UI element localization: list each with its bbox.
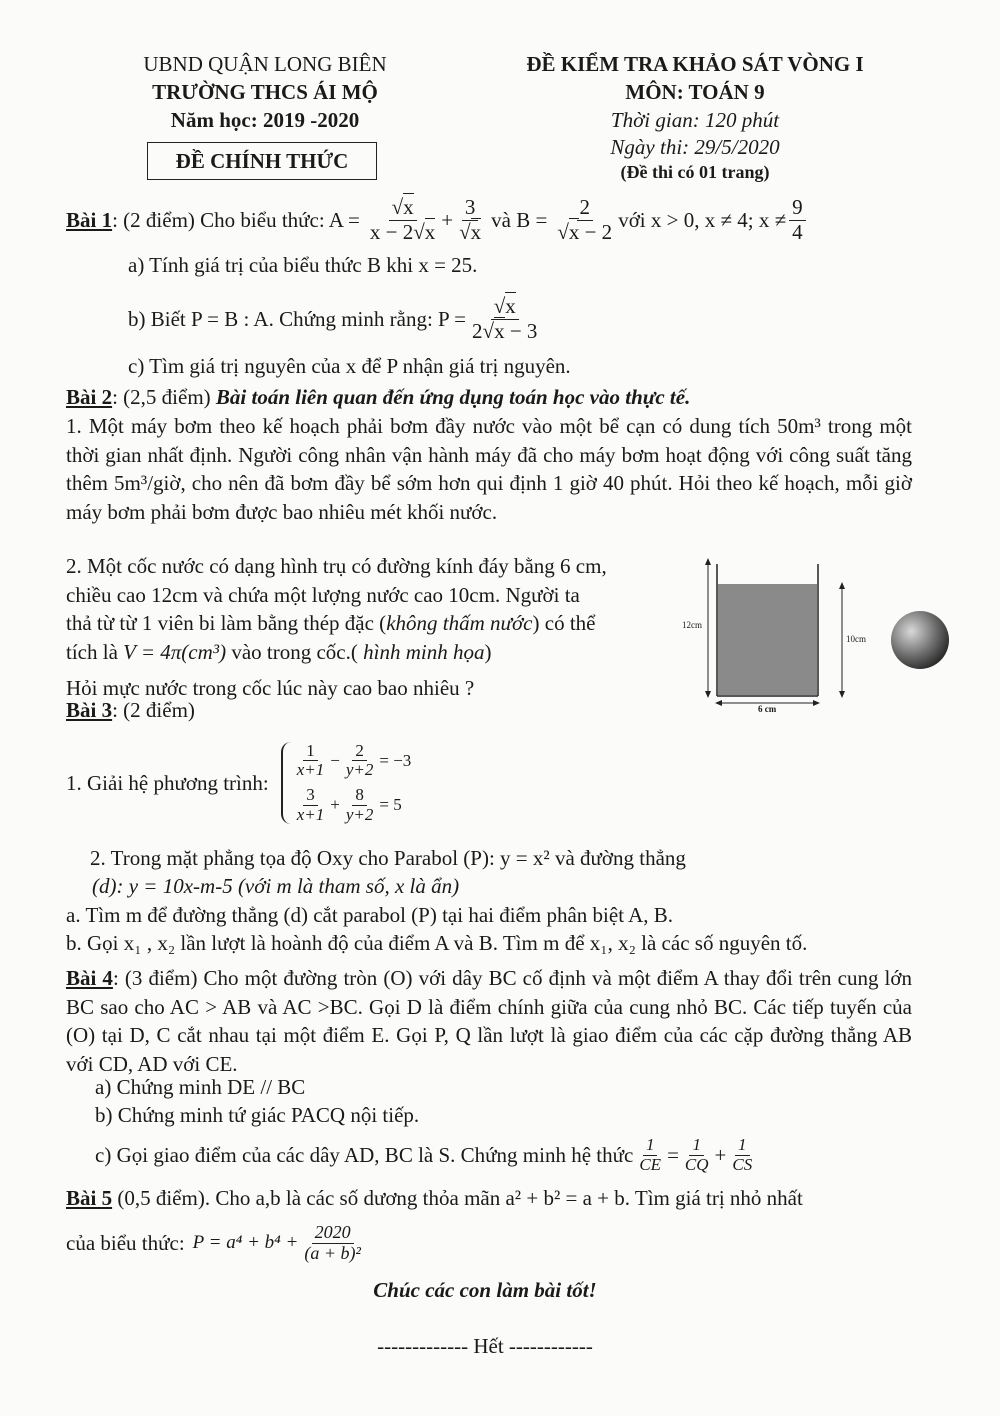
fraction-A2: $\frac{3}{√x}$ bbox=[459, 195, 482, 244]
fraction-P: $\frac{√x}{2√x - 3}$ bbox=[472, 294, 538, 343]
bai3-heading bbox=[66, 698, 195, 723]
bai3-q1-text: 1. Giải hệ phương trình: bbox=[66, 770, 269, 795]
district-name: UBND QUẬN LONG BIÊN bbox=[143, 52, 387, 76]
bai2-p2-line1: 2. Một cốc nước có dạng hình trụ có đường kính đáy bằng 6 cm, bbox=[66, 554, 607, 578]
bai1-points: : (2 điểm) Cho biểu thức: A = bbox=[112, 207, 360, 232]
bai2-p2-line4 bbox=[66, 638, 607, 667]
bai4-part-a: a) Chứng minh DE // BC bbox=[95, 1075, 306, 1099]
fraction-1-CE: $\frac{1}{CE}$ bbox=[639, 1134, 662, 1174]
bai2-heading bbox=[66, 385, 690, 410]
fraction-1-CQ: $\frac{1}{CQ}$ bbox=[684, 1134, 709, 1174]
bai2-p2-line3a: thả từ từ 1 viên bi làm bằng thép đặc ( bbox=[66, 611, 387, 635]
bai4-part-c-text: c) Gọi giao điểm của các dây AD, BC là S. Chứng minh hệ thức bbox=[95, 1142, 634, 1167]
bai1-part-b-text: b) Biết P = B : A. Chứng minh rằng: P = bbox=[128, 306, 467, 331]
bai1-condition: với x > 0, x ≠ 4; x ≠ bbox=[618, 207, 787, 232]
bai5-title: Bài 5 bbox=[66, 1186, 113, 1210]
bai1-part-b bbox=[128, 290, 543, 348]
bai2-p2-line4e: ) bbox=[484, 639, 492, 664]
bai3-title: Bài 3 bbox=[66, 698, 113, 722]
fraction-2020-num: 2020 bbox=[312, 1223, 354, 1244]
bai4-part-c: c) Gọi giao điểm của các dây AD, BC là S. Chứng minh hệ thức $\frac{1}{CE}$ = $\frac{1}{CQ}$ + $\frac{1}{CS}$ bbox=[95, 1128, 758, 1182]
fig-label-12cm: 12cm bbox=[682, 620, 702, 630]
bai2-p2-line3b: không thấm nước bbox=[386, 611, 533, 635]
fig-label-6cm: 6 cm bbox=[758, 704, 777, 714]
bai2-p2-line4c: vào trong cốc.( bbox=[231, 639, 358, 664]
exam-title: ĐỀ KIỂM TRA KHẢO SÁT VÒNG I bbox=[526, 52, 864, 76]
bai2-p2-line4d: hình minh họa bbox=[363, 639, 485, 664]
bai2-p2-line5: Hỏi mực nước trong cốc lúc này cao bao nhiêu ? bbox=[66, 676, 475, 700]
equation-1-rhs: = −3 bbox=[379, 750, 412, 770]
cup-figure-svg bbox=[680, 556, 960, 716]
bai3-points: : (2 điểm) bbox=[112, 698, 195, 722]
bai4-text: : (3 điểm) Cho một đường tròn (O) với dây BC cố định và một điểm A thay đổi trên cung lớn BC sao cho AC > AB và AC >BC. Gọi D là điểm chính giữa của cung nhỏ BC. Các tiếp tuyến của (O) tại D, C cắt nhau tại một điểm E. Gọi P, Q lần lượt là giao điểm của các cặp đường thẳng AB với CD, AD với CE. bbox=[66, 966, 912, 1076]
bai1-statement: Bài 1 : (2 điểm) Cho biểu thức: A = $\frac{√x}{x - 2√x}$ + $\frac{3}{√x}$ và B = $\frac{2}{√x - 2}$ với x > 0, x ≠ 4; x ≠ $\frac{9}{4}$ bbox=[66, 192, 809, 248]
bai2-p2-line3 bbox=[66, 609, 607, 638]
bai4-part-b: b) Chứng minh tứ giác PACQ nội tiếp. bbox=[95, 1103, 420, 1127]
bai5-line2-text: của biểu thức: bbox=[66, 1230, 185, 1255]
bai1-title: Bài 1 bbox=[66, 207, 113, 232]
fraction-A1: $\frac{√x}{x - 2√x}$ bbox=[369, 195, 436, 244]
bai3-q2-line1: 2. Trong mặt phẳng tọa độ Oxy cho Parabol (P): y = x² và đường thẳng bbox=[90, 846, 686, 870]
equation-2: $\frac{3}{x+1}$ + $\frac{8}{y+2}$ = 5 bbox=[296, 785, 402, 824]
page-note: (Đề thi có 01 trang) bbox=[620, 162, 770, 182]
bai2-title: Bài 2 bbox=[66, 385, 113, 409]
fraction-2020-den: (a + b)² bbox=[304, 1242, 361, 1263]
fraction-nine-fourths: $\frac{9}{4}$ bbox=[789, 196, 806, 243]
bai2-p2-volume: V = 4π(cm³) bbox=[123, 639, 227, 664]
bai4-statement bbox=[66, 964, 912, 1078]
steel-ball bbox=[891, 611, 949, 669]
bai4-title: Bài 4 bbox=[66, 966, 113, 990]
fraction-2020 bbox=[301, 1223, 364, 1264]
bai2-p2-line3c: ) có thể bbox=[532, 611, 596, 635]
bai2-p2-line4a: tích là bbox=[66, 639, 118, 664]
bai1-part-a: a) Tính giá trị của biểu thức B khi x = 25. bbox=[128, 253, 478, 277]
exam-duration: Thời gian: 120 phút bbox=[610, 108, 780, 132]
bai5-expr: P = a⁴ + b⁴ + bbox=[192, 1232, 299, 1253]
cup-illustration bbox=[680, 556, 960, 716]
bai3-q2-line2: (d): y = 10x-m-5 (với m là tham số, x là ẩn) bbox=[92, 874, 460, 898]
bai3-q2-b: b. Gọi x₁ , x₂ lần lượt là hoành độ của điểm A và B. Tìm m để x₁, x₂ là các số nguyên tố. bbox=[66, 931, 808, 955]
bai2-problem-1: 1. Một máy bơm theo kế hoạch phải bơm đầy nước vào một bể cạn có dung tích 50m³ trong một thời gian nhất định. Người công nhân vận hành máy đã cho máy bơm hoạt động với công suất tăng thêm 5m³/giờ, cho nên đã bơm đầy bể sớm hơn qui định 1 giờ 40 phút. Hỏi theo kế hoạch, mỗi giờ máy bơm phải bơm được bao nhiêu mét khối nước. bbox=[66, 414, 912, 524]
bai1-and-b: và B = bbox=[491, 207, 548, 232]
official-badge: ĐỀ CHÍNH THỨC bbox=[147, 142, 377, 180]
equation-2-rhs: = 5 bbox=[379, 795, 402, 815]
exam-subject: MÔN: TOÁN 9 bbox=[625, 80, 765, 104]
bai2-p2-line2: chiều cao 12cm và chứa một lượng nước cao 10cm. Người ta bbox=[66, 582, 580, 607]
end-marker: ------------- Hết ------------ bbox=[377, 1334, 593, 1358]
bai2-points: : (2,5 điểm) bbox=[112, 385, 211, 409]
bai5-line2 bbox=[66, 1214, 367, 1272]
bai2-problem-2 bbox=[66, 552, 607, 703]
bai3-q2-a: a. Tìm m để đường thẳng (d) cắt parabol (P) tại hai điểm phân biệt A, B. bbox=[66, 903, 674, 927]
fraction-1-CS: $\frac{1}{CS}$ bbox=[732, 1134, 753, 1174]
bai5-line1 bbox=[66, 1186, 803, 1211]
bai3-question-1 bbox=[66, 724, 411, 842]
equation-1: $\frac{1}{x+1}$ − $\frac{2}{y+2}$ = −3 bbox=[296, 740, 412, 780]
closing-wish: Chúc các con làm bài tốt! bbox=[373, 1278, 597, 1302]
exam-date: Ngày thi: 29/5/2020 bbox=[610, 135, 780, 159]
bai1-part-c: c) Tìm giá trị nguyên của x để P nhận giá trị nguyên. bbox=[128, 354, 571, 378]
school-name: TRƯỜNG THCS ÁI MỘ bbox=[152, 80, 378, 104]
fraction-B: $\frac{2}{√x - 2}$ bbox=[557, 195, 613, 244]
bai2-subtitle: Bài toán liên quan đến ứng dụng toán học vào thực tế. bbox=[215, 385, 691, 409]
bai5-text: (0,5 điểm). Cho a,b là các số dương thỏa mãn a² + b² = a + b. Tìm giá trị nhỏ nhất bbox=[112, 1186, 803, 1210]
equation-system bbox=[281, 742, 412, 825]
fig-label-10cm: 10cm bbox=[846, 634, 866, 644]
school-year: Năm học: 2019 -2020 bbox=[170, 108, 360, 132]
